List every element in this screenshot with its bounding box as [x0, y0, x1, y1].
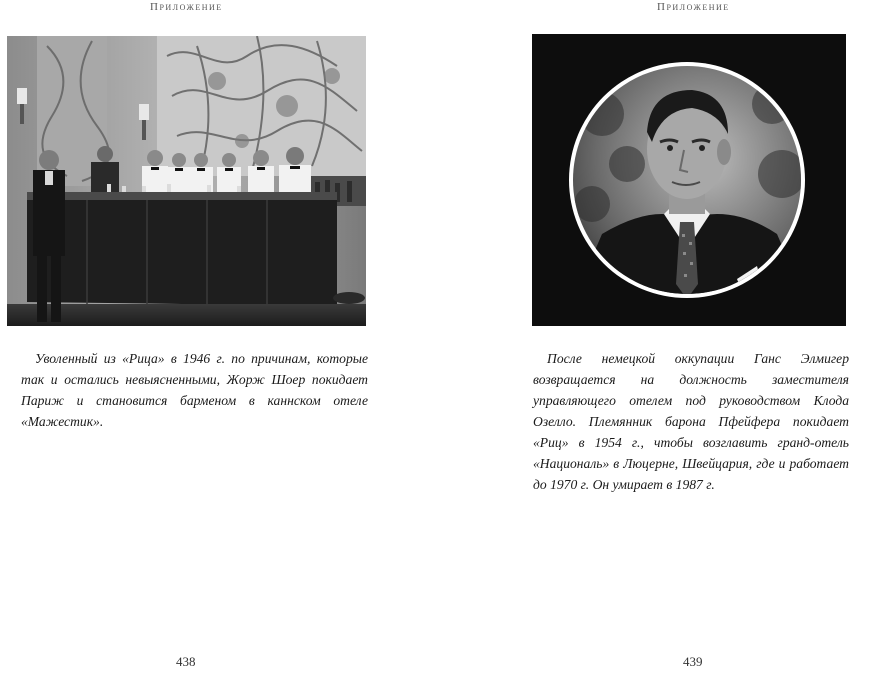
bar-staff-illustration [7, 36, 366, 326]
photo-caption-left: Уволенный из «Рица» в 1946 г. по причинам, которые так и остались невыясненными, Жорж Шоер покидает Париж и становится барменом в каннском отеле «Мажестик». [21, 351, 368, 429]
right-page [439, 0, 878, 674]
page-number-left: 438 [176, 654, 196, 669]
running-header-right: Приложение [657, 1, 730, 13]
portrait-photo [532, 34, 846, 326]
bar-staff-photo [7, 36, 366, 326]
portrait-illustration [532, 34, 846, 326]
page-number-right: 439 [683, 654, 703, 669]
running-header-left: Приложение [150, 1, 223, 13]
photo-caption-right: После немецкой оккупации Ганс Элмигер возвращается на должность заместителя управляющего отелем под руководством Клода Озелло. Племянник барона Пфейфера покидает «Риц» в 1954 г., чтобы возглавить гранд-отель «Националь» в Люцерне, Швейцария, где и работает до 1970 г. Он умирает в 1987 г. [533, 351, 849, 492]
